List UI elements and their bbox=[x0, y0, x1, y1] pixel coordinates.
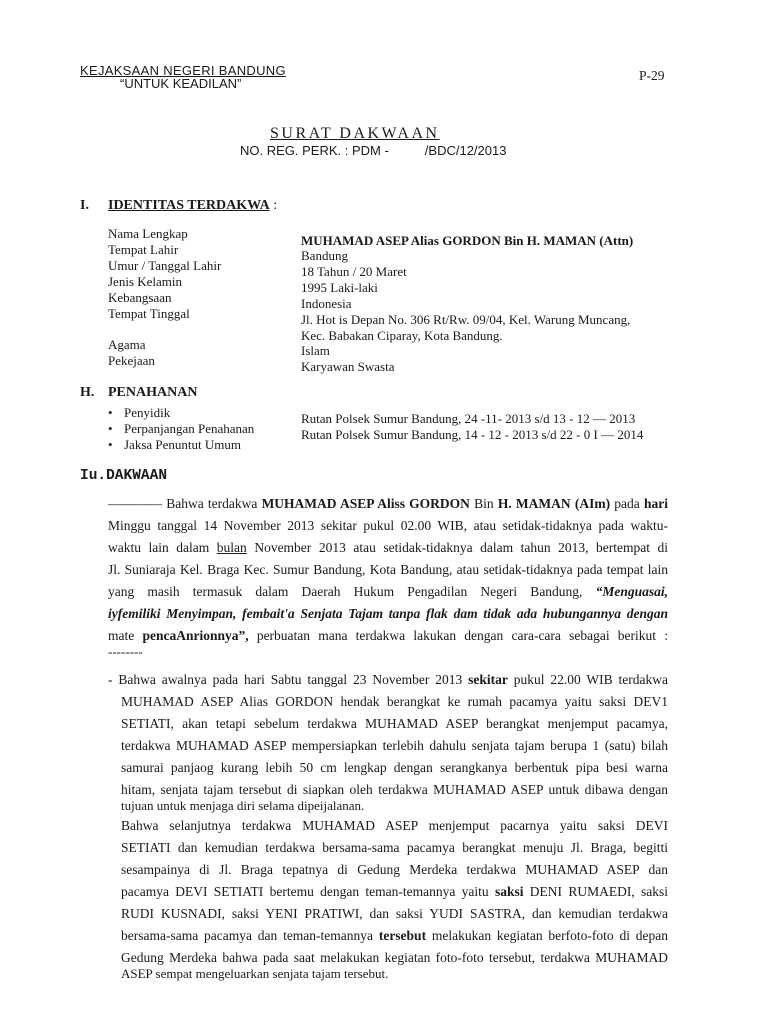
label-residence: Tempat Tinggal bbox=[108, 306, 190, 321]
detention-item-investigator: • Penyidik bbox=[108, 405, 170, 421]
p1-day-word: hari bbox=[643, 496, 668, 511]
institution-name: KEJAKSAAN NEGERI BANDUNG bbox=[80, 63, 286, 78]
p1-text-3: pada bbox=[610, 496, 644, 511]
detention-entry-2: Rutan Polsek Sumur Bandung, 14 - 12 - 2013 s/d 22 - 0 I — 2014 bbox=[301, 427, 644, 442]
form-code: P-29 bbox=[639, 68, 665, 83]
indictment-p3-line-4 bbox=[121, 884, 668, 900]
label-religion: Agama bbox=[108, 337, 146, 352]
p1-defendant-name: MUHAMAD ASEP Aliss GORDON bbox=[261, 496, 470, 511]
indictment-p3-line-1: Bahwa selanjutnya terdakwa MUHAMAD ASEP menjemput pacarnya yaitu saksi DEVI bbox=[121, 818, 668, 833]
p1-l7-part-a: mate bbox=[108, 628, 143, 643]
detention-entry-1: Rutan Polsek Sumur Bandung, 24 -11- 2013 s/d 13 - 12 — 2013 bbox=[301, 411, 636, 426]
p3-l4-part-a: pacamya DEVI SETIATI bertemu dengan teman-temannya yaitu bbox=[121, 884, 495, 899]
p3-l4-witness: saksi bbox=[494, 884, 524, 899]
p1-l3-part-a: waktu lain dalam bbox=[108, 540, 217, 555]
indictment-p3-line-3: sesampainya di Jl. Braga tepatnya di Gedung Merdeka terdakwa MUHAMAD ASEP dan bbox=[121, 862, 668, 877]
label-gender: Jenis Kelamin bbox=[108, 274, 183, 289]
section-i-number: I. bbox=[80, 198, 89, 213]
indictment-p1-line-7 bbox=[108, 628, 668, 644]
indictment-p2-line-1 bbox=[108, 672, 668, 688]
section-h-number: H. bbox=[80, 385, 95, 400]
p3-l6-part-a: bersama-sama pacamya dan teman-temannya bbox=[121, 928, 379, 943]
indictment-p1-line-3 bbox=[108, 540, 668, 556]
section-i-colon: : bbox=[269, 198, 278, 213]
p3-l4-part-c: DENI RUMAEDI, saksi bbox=[523, 884, 668, 899]
p3-l6-said: tersebut bbox=[378, 928, 427, 943]
p1-l5-charge: “Menguasai, bbox=[595, 584, 668, 599]
label-full-name: Nama Lengkap bbox=[108, 226, 188, 241]
p3-l6-part-c: melakukan kegiatan berfoto-foto di depan bbox=[426, 928, 668, 943]
institution-motto: “UNTUK KEADILAN” bbox=[120, 76, 242, 91]
value-address-line-1: Jl. Hot is Depan No. 306 Rt/Rw. 09/04, Kel. Warung Muncang, bbox=[301, 312, 631, 327]
registration-number bbox=[240, 143, 506, 158]
detention-item-prosecutor: • Jaksa Penuntut Umum bbox=[108, 437, 241, 453]
value-full-name: MUHAMAD ASEP Alias GORDON Bin H. MAMAN (Attn) bbox=[301, 233, 634, 248]
indictment-p2-line-3: SETIATI, akan tetapi sebelum terdakwa MUHAMAD ASEP berangkat menjemput pacamya, bbox=[121, 716, 668, 731]
indictment-p1-line-6: iyfemiliki Menyimpan, fembait'a Senjata Tajam tanpa flak dam tidak ada hubungannya dengan bbox=[108, 606, 668, 621]
indictment-p3-line-8: ASEP sempat mengeluarkan senjata tajam tersebut. bbox=[121, 966, 389, 981]
value-religion: Islam bbox=[301, 343, 330, 358]
section-iii-heading: Iu.DAKWAAN bbox=[80, 468, 168, 484]
section-i-heading: IDENTITAS TERDAKWA bbox=[108, 198, 270, 213]
p1-l3-month: bulan bbox=[216, 540, 247, 555]
value-age-birthdate: 18 Tahun / 20 Maret bbox=[301, 264, 407, 279]
indictment-p3-line-5: RUDI KUSNADI, saksi YENI PRATIWI, dan saksi YUDI SASTRA, dan kemudian terdakwa bbox=[121, 906, 668, 921]
detention-item-extension: • Perpanjangan Penahanan bbox=[108, 421, 254, 437]
p1-l7-charge-end: pencaAnrionnya”, bbox=[142, 628, 249, 643]
p1-l7-part-c: perbuatan mana terdakwa lakukan dengan cara-cara sebagai berikut : bbox=[248, 628, 668, 643]
p1-father-name: H. MAMAN (AIm) bbox=[497, 496, 611, 511]
indictment-p2-line-2: MUHAMAD ASEP Alias GORDON hendak berangkat ke rumah pacamya yaitu saksi DEV1 bbox=[121, 694, 668, 709]
document-title: SURAT DAKWAAN bbox=[270, 125, 440, 142]
indictment-p1-line-1 bbox=[108, 496, 668, 512]
label-birthplace: Tempat Lahir bbox=[108, 242, 179, 257]
section-h-heading: PENAHANAN bbox=[108, 385, 198, 400]
indictment-p2-line-5: samurai panjaog kurang lebih 50 cm lengkap dengan serangkanya berbentuk pipa besi warna bbox=[121, 760, 668, 775]
p1-l5-part-a: yang masih termasuk dalam Daerah Hukum Pengadilan Negeri Bandung, bbox=[108, 584, 596, 599]
registration-prefix: NO. REG. PERK. : PDM - bbox=[240, 143, 389, 158]
p2-l1-part-c: pukul 22.00 WIB terdakwa bbox=[507, 672, 668, 687]
p1-text-1: Bahwa terdakwa bbox=[166, 496, 262, 511]
value-birthplace: Bandung bbox=[301, 248, 348, 263]
indictment-p2-line-4: terdakwa MUHAMAD ASEP mempersiapkan terlebih dahulu senjata tajam berupa 1 (satu) bilah bbox=[121, 738, 668, 753]
indictment-p3-line-2: SETIATI dan kemudian terdakwa bersama-sama pacamya berangkat menuju Jl. Braga, begitti bbox=[121, 840, 668, 855]
p2-l1-part-a: - Bahwa awalnya pada hari Sabtu tanggal 23 November 2013 bbox=[108, 672, 469, 687]
p1-l3-part-b: November 2013 atau setidak-tidaknya dalam tahun 2013, bertempat di bbox=[246, 540, 668, 555]
indictment-p3-line-6 bbox=[121, 928, 668, 944]
indictment-p1-line-8: -------- bbox=[108, 644, 143, 659]
section-i-heading-line bbox=[108, 198, 277, 214]
indictment-p2-line-6: hitam, senjata tajam tersebut di siapkan oleh terdakwa MUHAMAD ASEP untuk dibawa dengan bbox=[121, 782, 668, 797]
indictment-p2-line-7: tujuan untuk menjaga diri selama dipeijalanan. bbox=[121, 798, 365, 813]
label-nationality: Kebangsaan bbox=[108, 290, 172, 305]
value-gender: 1995 Laki-laki bbox=[301, 280, 378, 295]
value-nationality: Indonesia bbox=[301, 296, 352, 311]
value-occupation: Karyawan Swasta bbox=[301, 359, 395, 374]
label-occupation: Pekejaan bbox=[108, 353, 155, 368]
indictment-p3-line-7: Gedung Merdeka bahwa pada saat melakukan kegiatan foto-foto tersebut, terdakwa MUHAMAD bbox=[121, 950, 668, 965]
indictment-p1-line-2: Minggu tanggal 14 November 2013 sekitar pukul 02.00 WIB, atau setidak-tidaknya pada waktu- bbox=[108, 518, 668, 533]
indictment-p1-line-5 bbox=[108, 584, 668, 600]
p1-dash: ———— bbox=[108, 496, 162, 511]
p1-text-2: Bin bbox=[469, 496, 498, 511]
value-address-line-2: Kec. Babakan Ciparay, Kota Bandung. bbox=[301, 328, 503, 343]
registration-suffix: /BDC/12/2013 bbox=[424, 143, 507, 158]
indictment-p1-line-4: Jl. Suniaraja Kel. Braga Kec. Sumur Bandung, Kota Bandung, atau setidak-tidaknya pada tempat lain bbox=[108, 562, 668, 577]
label-age-birthdate: Umur / Tanggal Lahir bbox=[108, 258, 222, 273]
p2-l1-approx: sekitar bbox=[468, 672, 508, 687]
